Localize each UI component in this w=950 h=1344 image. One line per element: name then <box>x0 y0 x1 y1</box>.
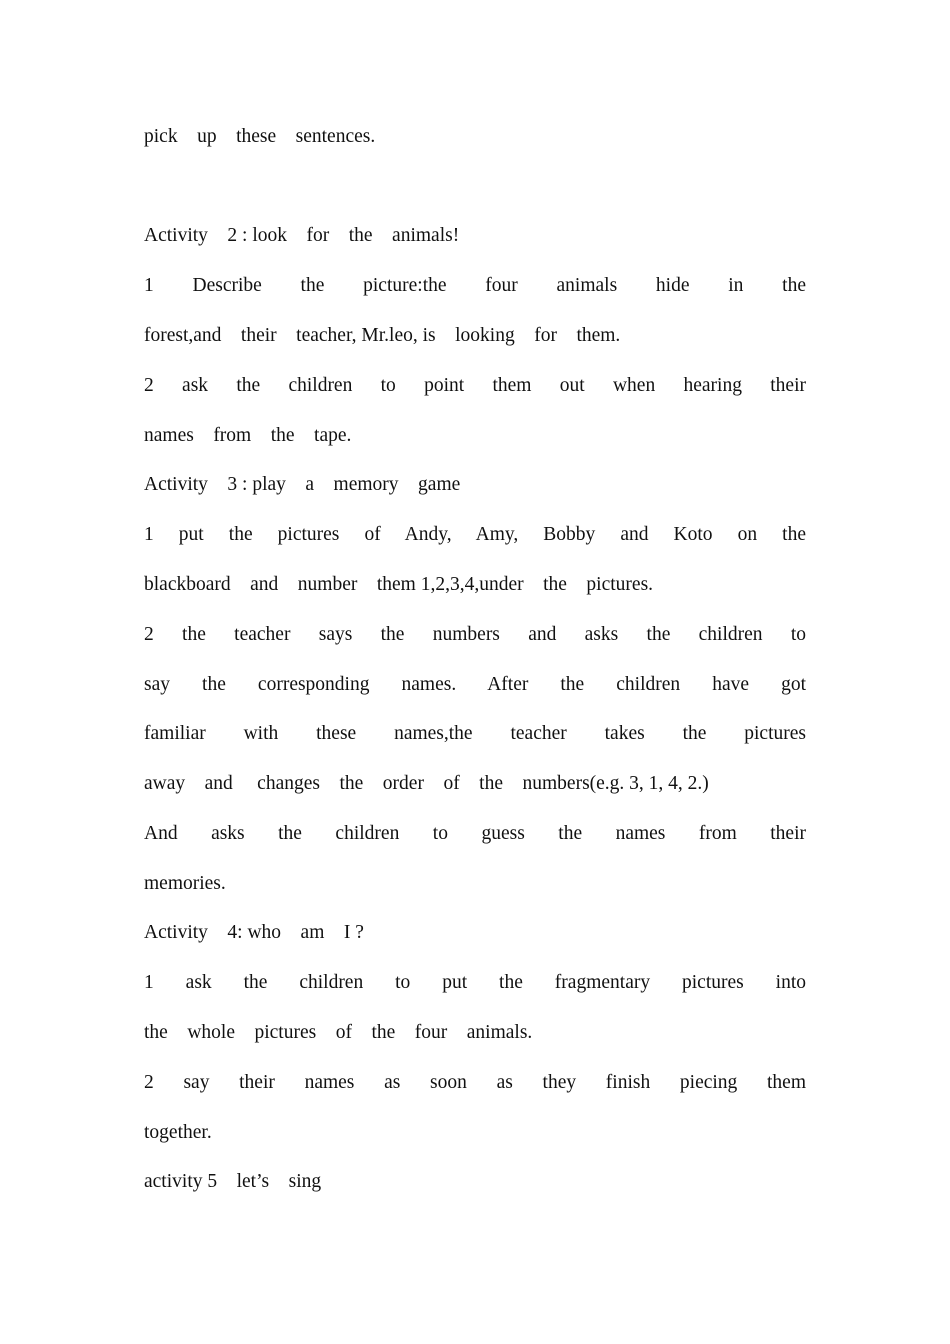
text-line: away and changes the order of the numbers(e.g. 3, 1, 4, 2.) <box>144 773 709 794</box>
text-line: 1 put the pictures of Andy, Amy, Bobby and Koto on the <box>144 524 806 545</box>
text-line: blackboard and number them 1,2,3,4,under the pictures. <box>144 574 654 595</box>
text-line: And asks the children to guess the names from their <box>144 823 806 844</box>
text-line: familiar with these names,the teacher takes the pictures <box>144 723 806 744</box>
text-line: 2 the teacher says the numbers and asks the children to <box>144 624 806 645</box>
activity-4-heading: Activity 4: who am I ? <box>144 922 364 943</box>
text-line: names from the tape. <box>144 425 352 446</box>
activity-3-heading: Activity 3 : play a memory game <box>144 474 461 495</box>
text-line: 2 say their names as soon as they finish piecing them <box>144 1072 806 1093</box>
text-line: 1 ask the children to put the fragmentary pictures into <box>144 972 806 993</box>
text-line: 2 ask the children to point them out when hearing their <box>144 375 806 396</box>
text-line: the whole pictures of the four animals. <box>144 1022 533 1043</box>
text-line: pick up these sentences. <box>144 126 376 147</box>
text-line: forest,and their teacher, Mr.leo, is looking for them. <box>144 325 621 346</box>
text-line: say the corresponding names. After the children have got <box>144 674 806 695</box>
activity-5-heading: activity 5 let’s sing <box>144 1171 322 1192</box>
text-line: 1 Describe the picture:the four animals hide in the <box>144 275 806 296</box>
text-line: together. <box>144 1122 212 1143</box>
text-line: memories. <box>144 873 226 894</box>
activity-2-heading: Activity 2 : look for the animals! <box>144 225 460 246</box>
